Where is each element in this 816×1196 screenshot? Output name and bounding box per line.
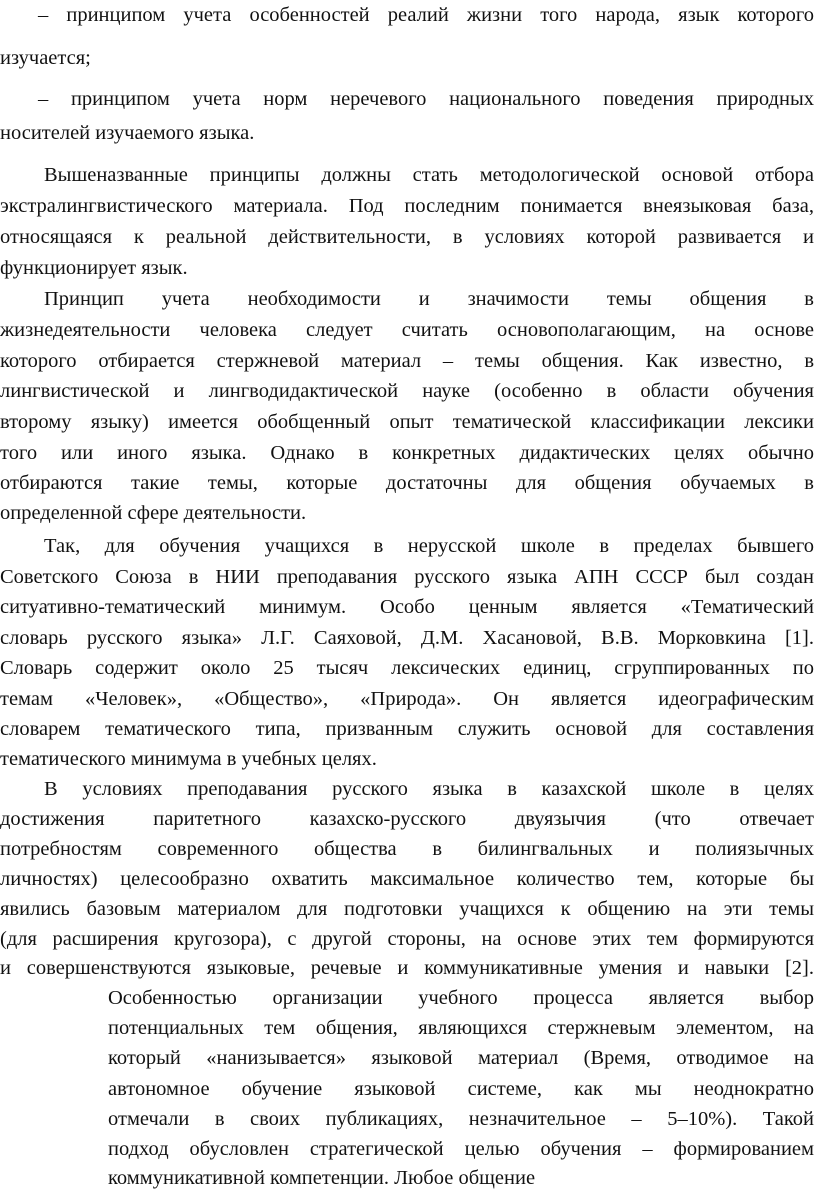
text-line: – принципом учета норм неречевого национального поведения природных (38, 88, 814, 110)
text-line: В условиях преподавания русского языка в казахской школе в целях (44, 778, 814, 800)
text-line: Принцип учета необходимости и значимости темы общения в (44, 288, 814, 310)
text-line: Так, для обучения учащихся в нерусской школе в пределах бывшего (44, 535, 814, 557)
text-line: Особенностью организации учебного процесса является выбор (108, 987, 814, 1009)
text-line: Словарь содержит около 25 тысяч лексических единиц, сгруппированных по (0, 657, 814, 679)
text-line: – принципом учета особенностей реалий жизни того народа, язык которого (38, 4, 814, 26)
text-line: который «нанизывается» языковой материал (Время, отводимое на (108, 1047, 814, 1069)
text-line: тематического минимума в учебных целях. (0, 748, 377, 770)
text-line: того или иного языка. Однако в конкретных дидактических целях обычно (0, 442, 814, 464)
text-line: коммуникативной компетенции. Любое общение (108, 1167, 536, 1189)
text-line: и совершенствуются языковые, речевые и коммуникативные умения и навыки [2]. (0, 957, 814, 979)
text-line: носителей изучаемого языка. (0, 122, 255, 144)
text-line: подход обусловлен стратегической целью обучения – формированием (108, 1138, 814, 1160)
text-line: изучается; (0, 47, 91, 69)
text-line: явились базовым материалом для подготовки учащихся к общению на эти темы (0, 898, 814, 920)
text-line: потребностям современного общества в билингвальных и полиязычных (0, 838, 814, 860)
text-line: словарем тематического типа, призванным служить основой для составления (0, 718, 814, 740)
text-line: отбираются такие темы, которые достаточны для общения обучаемых в (0, 472, 814, 494)
text-line: (для расширения кругозора), с другой стороны, на основе этих тем формируются (0, 928, 814, 950)
text-line: второму языку) имеется обобщенный опыт тематической классификации лексики (0, 411, 814, 433)
text-line: потенциальных тем общения, являющихся стержневым элементом, на (108, 1017, 814, 1039)
text-line: темам «Человек», «Общество», «Природа». Он является идеографическим (0, 688, 814, 710)
text-line: жизнедеятельности человека следует считать основополагающим, на основе (0, 319, 814, 341)
text-line: Вышеназванные принципы должны стать методологической основой отбора (44, 164, 814, 186)
text-line: лингвистической и лингводидактической науке (особенно в области обучения (0, 380, 814, 402)
text-line: определенной сфере деятельности. (0, 502, 307, 524)
text-line: Советского Союза в НИИ преподавания русского языка АПН СССР был создан (0, 566, 814, 588)
text-line: личностях) целесообразно охватить максимальное количество тем, которые бы (0, 868, 814, 890)
text-line: экстралингвистического материала. Под последним понимается внеязыковая база, (0, 195, 814, 217)
text-line: автономное обучение языковой системе, как мы неоднократно (108, 1078, 814, 1100)
text-line: ситуативно-тематический минимум. Особо ценным является «Тематический (0, 596, 814, 618)
text-line: функционирует язык. (0, 257, 188, 279)
text-line: достижения паритетного казахско-русского двуязычия (что отвечает (0, 808, 814, 830)
text-line: которого отбирается стержневой материал – темы общения. Как известно, в (0, 350, 814, 372)
text-line: отмечали в своих публикациях, незначительное – 5–10%). Такой (108, 1108, 814, 1130)
text-line: относящаяся к реальной действительности, в условиях которой развивается и (0, 226, 814, 248)
text-line: словарь русского языка» Л.Г. Саяховой, Д.М. Хасановой, В.В. Морковкина [1]. (0, 627, 814, 649)
